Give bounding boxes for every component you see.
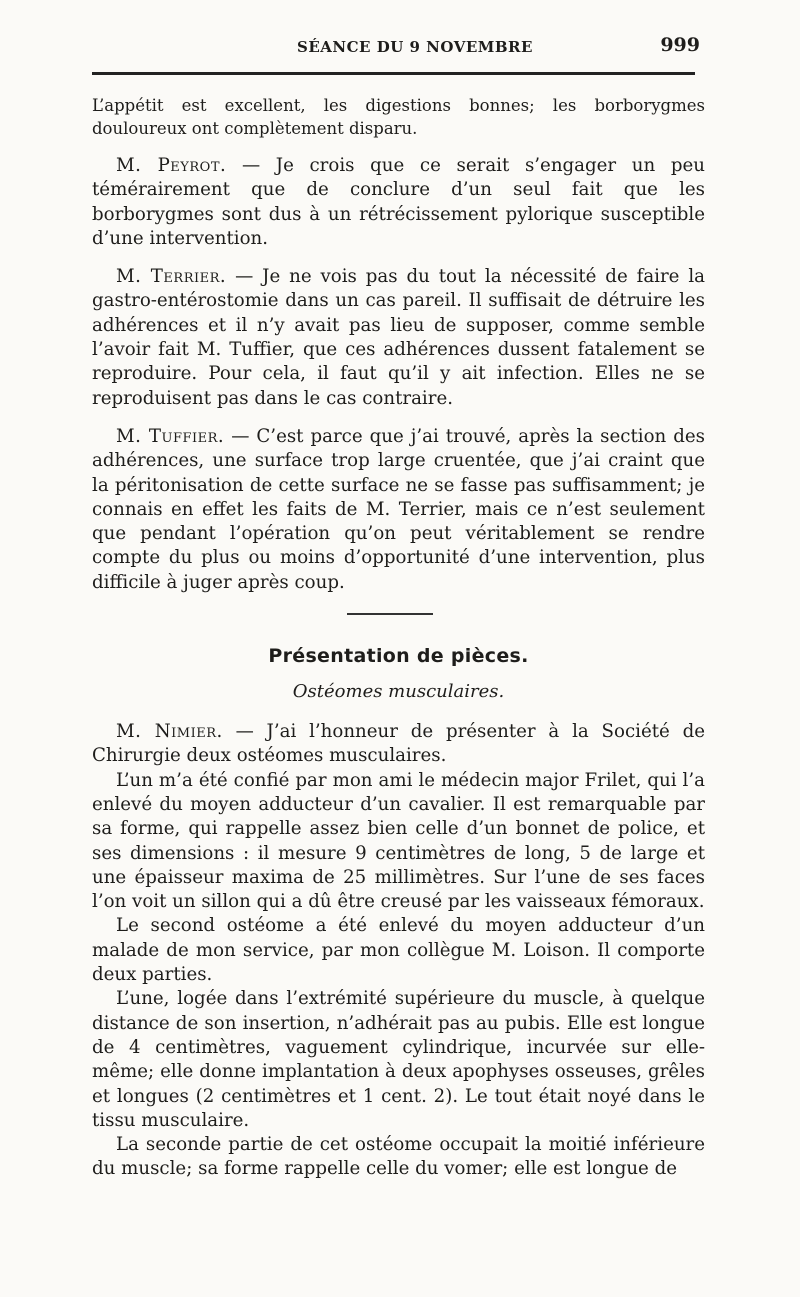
paragraph-text: — Je crois que ce serait s’engager un peu témérairement que de conclure d’un seul fait que les borborygmes sont dus à un rétrécissement pylorique susceptible d’une intervention.: [92, 155, 705, 249]
paragraph-terrier: [92, 265, 705, 411]
paragraph: L’une, logée dans l’extrémité supérieure du muscle, à quelque distance de son insertion, n’adhérait pas au pubis. Elle est longue de 4 centimètres, vaguement cylindrique, incurvée sur elle-même; elle donne implantation à deux apophyses osseuses, grêles et longues (2 centimètres et 1 cent. 2). Le tout était noyé dans le tissu musculaire.: [92, 988, 705, 1131]
speaker-name: M. Peyrot.: [116, 155, 227, 176]
section-separator: [347, 613, 433, 615]
section-title: Présentation de pièces.: [268, 645, 529, 668]
paragraph-peyrot: [92, 154, 705, 251]
body-text: [92, 94, 705, 1182]
header-rule: [92, 72, 695, 75]
page-number: 999: [660, 34, 700, 56]
paragraph-nimier: [92, 720, 705, 769]
speaker-name: M. Nimier.: [116, 721, 223, 743]
running-head: [92, 34, 705, 64]
paragraph: L’un m’a été confié par mon ami le médecin major Frilet, qui l’a enlevé du moyen adducteur d’un cavalier. Il est remarquable par sa forme, qui rappelle assez bien celle d’un bonnet de police, et ses dimensions : il mesure 9 centimètres de long, 5 de large et une épaisseur maxima de 25 millimètres. Sur l’une de ses faces l’on voit un sillon qui a dû être creusé par les vaisseaux fémoraux.: [92, 769, 705, 913]
speaker-name: M. Tuffier.: [116, 425, 225, 447]
speaker-name: M. Terrier.: [116, 266, 227, 288]
paragraph-tuffier: [92, 425, 705, 595]
paragraph: Le second ostéome a été enlevé du moyen adducteur d’un malade de mon service, par mon collègue M. Loison. Il comporte deux parties.: [92, 915, 705, 986]
paragraph-text: — Je ne vois pas du tout la nécessité de faire la gastro-entérostomie dans un cas pareil. Il suffisait de détruire les adhérences et il n’y avait pas lieu de supposer, comme semble l’avoir fait M. Tuffier, que ces adhérences dussent fatalement se reproduire. Pour cela, il faut qu’il y ait infection. Elles ne se reproduisent pas dans le cas contraire.: [92, 266, 705, 409]
paragraph: La seconde partie de cet ostéome occupait la moitié inférieure du muscle; sa forme rappelle celle du vomer; elle est longue de: [92, 1134, 705, 1180]
paragraph-text: — J’ai l’honneur de présenter à la Société de Chirurgie deux ostéomes musculaires.: [92, 721, 705, 767]
paragraph: L’appétit est excellent, les digestions bonnes; les borborygmes douloureux ont complètement disparu.: [92, 96, 705, 138]
running-head-title: SÉANCE DU 9 NOVEMBRE: [297, 38, 533, 56]
subsection-title: Ostéomes musculaires.: [292, 681, 505, 703]
paragraph-text: — C’est parce que j’ai trouvé, après la section des adhérences, une surface trop large cruentée, que j’ai craint que la péritonisation de cette surface ne se fasse pas suffisamment; je connais en effet les faits de M. Terrier, mais ce n’est seulement que pendant l’opération qu’on peut véritablement se rendre compte du plus ou moins d’opportunité d’une intervention, plus difficile à juger après coup.: [92, 425, 705, 593]
